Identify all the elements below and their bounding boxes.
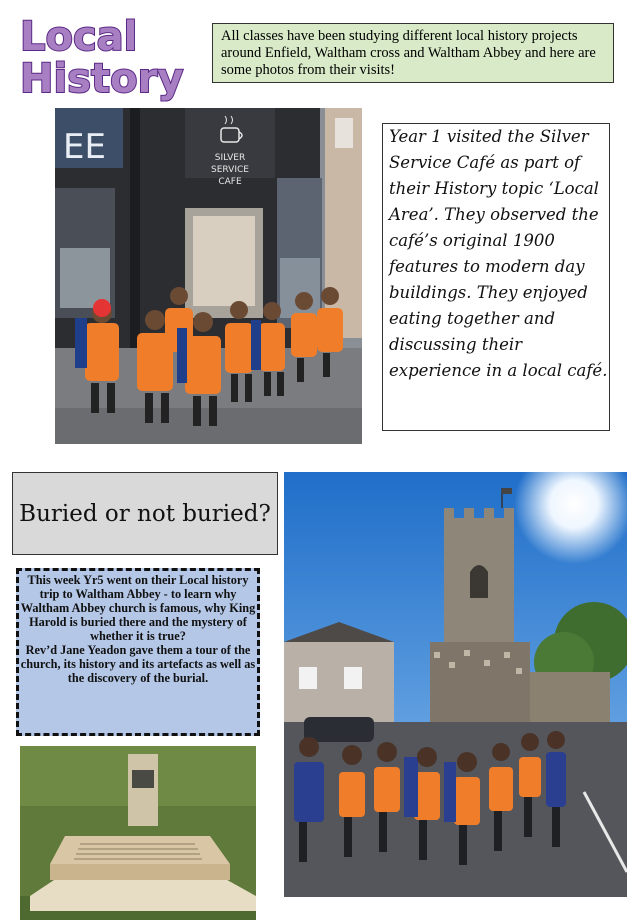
memorial-stone-photo [20, 746, 256, 920]
sign-line-3: CAFE [218, 177, 242, 187]
title-line-history: History [20, 56, 184, 102]
waltham-abbey-photo [284, 472, 627, 897]
buried-heading [12, 472, 278, 555]
cafe-photo [55, 108, 362, 444]
buried-heading-text: Buried or not buried? [19, 500, 271, 527]
yr5-paragraph-2: Rev’d Jane Yeadon gave them a tour of the church, its history and its artefacts as well as the discovery of the burial. [20, 643, 256, 685]
sign-line-2: SERVICE [211, 165, 249, 175]
fascia-left-text: EE [63, 127, 106, 167]
sign-line-1: SILVER [214, 153, 246, 163]
page-title [20, 16, 198, 106]
intro-textbox: All classes have been studying different local history projects around Enfield, Waltham cross and Waltham Abbey and here are some photos from their visits! [212, 23, 614, 83]
year1-textbox: Year 1 visited the Silver Service Café as part of their History topic ‘Local Area’. They observed the café’s original 1900 features to modern day buildings. They enjoyed eating together and discussing their experience in a local café. [382, 123, 610, 431]
yr5-textbox [16, 568, 260, 736]
yr5-paragraph-1: This week Yr5 went on their Local history trip to Waltham Abbey - to learn why Waltham Abbey church is famous, why King Harold is buried there and the mystery of whether it is true? [20, 573, 256, 643]
title-line-local: Local [20, 14, 138, 60]
